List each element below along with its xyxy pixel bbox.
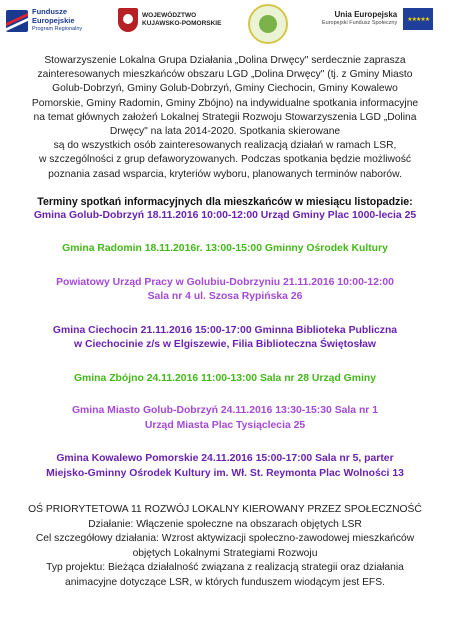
event-line: Gmina Zbójno 24.11.2016 11:00-13:00 Sala nr 28 Urząd Gminy: [73, 372, 377, 384]
voivodeship-logo: [118, 8, 221, 32]
footer-line: Działanie: Włączenie społeczne na obszarach objętych LSR: [88, 518, 362, 530]
voivodeship-line1: WOJEWÓDZTWO: [142, 12, 197, 19]
footer-text: [12, 503, 438, 590]
event-line: Miejsko-Gminny Ośrodek Kultury im. Wł. St. Reymonta Plac Wolności 13: [46, 467, 404, 479]
eu-union-line2: Europejski Fundusz Społeczny: [322, 20, 398, 26]
intro-line: Golub-Dobrzyń, Gminy Golub-Dobrzyń, Gminy Ciechocin, Gminy Kowalewo: [52, 83, 398, 95]
intro-text: [14, 54, 436, 182]
lgd-dolina-drwecy-logo: [248, 4, 288, 44]
lgd-emblem-icon: [248, 4, 288, 44]
voivodeship-line2: KUJAWSKO-POMORSKIE: [142, 20, 222, 27]
eu-funds-logo: [6, 8, 82, 34]
eu-flag-icon: ★★★★★: [403, 8, 433, 30]
footer-line: objętych Lokalnymi Strategiami Rozwoju: [132, 547, 318, 559]
event-line: Gmina Radomin 18.11.2016r. 13:00-15:00 Gminny Ośrodek Kultury: [62, 243, 388, 255]
eu-funds-line1: Fundusze: [32, 7, 67, 16]
eu-union-logo: [322, 8, 433, 30]
schedule-event-golub-dobrzyn: [8, 209, 442, 224]
event-line: Gmina Ciechocin 21.11.2016 15:00-17:00 Gminna Biblioteka Publiczna: [52, 324, 398, 336]
schedule-heading: Terminy spotkań informacyjnych dla mieszkańców w miesiącu listopadzie:: [37, 195, 413, 208]
logo-bar: [0, 0, 450, 48]
intro-line: Drwęcy" na lata 2014-2020. Spotkania skierowane: [109, 126, 341, 138]
schedule-event-miasto-golub: [8, 404, 442, 433]
coat-of-arms-icon: [118, 8, 138, 32]
intro-line: Stowarzyszenie Lokalna Grupa Działania „Dolina Drwęcy" serdecznie zaprasza: [44, 55, 406, 66]
schedule-event-pup: [8, 276, 442, 305]
footer-line: Cel szczegółowy działania: Wzrost aktywizacji społeczno-zawodowej mieszkańców: [35, 533, 415, 545]
intro-line: Pomorskie, Gminy Radomin, Gminy Zbójno) na indywidualne spotkania informacyjne: [31, 97, 419, 109]
intro-line: poznania zasad wsparcia, kryteriów wyboru, planowanych terminów naborów.: [48, 168, 402, 180]
event-line: Powiatowy Urząd Pracy w Golubiu-Dobrzyniu 21.11.2016 10:00-12:00: [56, 276, 394, 288]
event-line: Gmina Kowalewo Pomorskie 24.11.2016 15:00-17:00 Sala nr 5, parter: [56, 453, 394, 465]
eu-funds-line3: Program Regionalny: [32, 26, 83, 32]
event-line: Gmina Golub-Dobrzyń 18.11.2016 10:00-12:00 Urząd Gminy Plac 1000-lecia 25: [33, 209, 417, 221]
schedule-event-radomin: [8, 242, 442, 257]
intro-line: na temat głównych założeń Lokalnej Strategii Rozwoju Stowarzyszenia LGD „Dolina: [33, 111, 417, 123]
schedule-event-zbojno: [8, 372, 442, 387]
intro-line: w szczególności z grup defaworyzowanych. Podczas spotkania będzie możliwość: [38, 154, 411, 166]
intro-line: zainteresowanych mieszkańców obszaru LGD „Dolina Drwęcy" (tj. z Gminy Miasto: [37, 69, 413, 81]
footer-line: Typ projektu: Bieżąca działalność związana z realizacją strategii oraz działania: [46, 562, 404, 574]
eu-union-line1: Unia Europejska: [334, 10, 398, 19]
event-line: Gmina Miasto Golub-Dobrzyń 24.11.2016 13:30-15:30 Sala nr 1: [71, 405, 379, 417]
schedule-event-ciechocin: [8, 324, 442, 353]
intro-line: są do wszystkich osób zainteresowanych realizacją działań w ramach LSR,: [53, 140, 397, 152]
eu-funds-flag-icon: [6, 10, 28, 32]
event-line: Urząd Miasta Plac Tysiąclecia 25: [144, 419, 306, 431]
eu-funds-line2: Europejskie: [32, 15, 75, 25]
event-line: w Ciechocinie z/s w Elgiszewie, Filia Biblioteczna Świętosław: [74, 339, 376, 351]
schedule-event-kowalewo: [8, 452, 442, 481]
event-line: Sala nr 4 ul. Szosa Rypińska 26: [147, 291, 303, 303]
footer-line: animacyjne dotyczące LSR, w których funduszem wiodącym jest EFS.: [65, 576, 385, 588]
footer-line: OŚ PRIORYTETOWA 11 ROZWÓJ LOKALNY KIEROWANY PRZEZ SPOŁECZNOŚĆ: [28, 504, 422, 516]
